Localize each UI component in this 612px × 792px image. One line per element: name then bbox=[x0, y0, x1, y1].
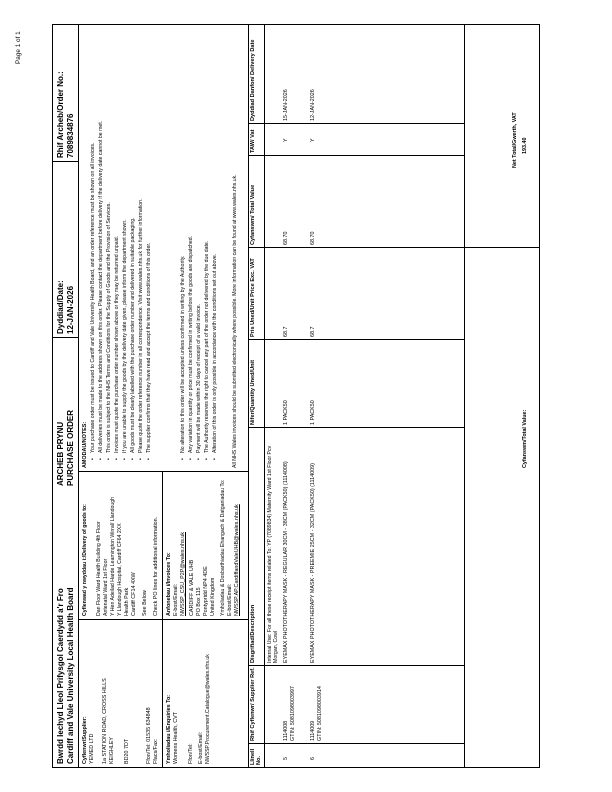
col-divider-line bbox=[248, 743, 464, 744]
invoices-address-4: United Kingdom bbox=[210, 577, 216, 616]
row-2-vat: Y bbox=[310, 138, 316, 142]
invoices-address-3: Pontypridd NP4 4DE bbox=[203, 566, 209, 616]
info-divider-2 bbox=[78, 471, 248, 472]
condition-item: • All goods must be clearly labelled with the purchase order number and delivered in suitable packaging. bbox=[130, 30, 136, 453]
invoices-email-label: E-bost/Email: bbox=[173, 583, 179, 616]
col-divider-ref bbox=[248, 665, 464, 666]
supplier-address-1: 1a STATION ROAD, CROSS HILLS bbox=[102, 678, 108, 764]
col-header-unit-price: Pris Uned/Unit Price Exc. VAT bbox=[250, 258, 256, 337]
condition-item: • Any variation in quantity or price must be confirmed in writing before the goods are dispatched. bbox=[188, 30, 194, 453]
totals-divider bbox=[464, 247, 540, 248]
conditions-footer-note: All NHS Wales invoices should be submitted electronically where possible. More information can be found at www.wales.nhs.uk. bbox=[232, 174, 238, 468]
condition-item: • Payment will be made within 30 days of receipt of a valid invoice. bbox=[196, 30, 202, 453]
col-header-quantity: Nifer/Quantity Uned/Unit bbox=[250, 360, 256, 425]
border-bottom bbox=[539, 24, 540, 768]
row-1-line: 5 bbox=[283, 757, 289, 760]
row-2-supplier-ref: 1114009 bbox=[310, 720, 316, 741]
condition-item: • Please quote the order reference number in all correspondence. Visit www.wales.nhs.uk for further information. bbox=[138, 30, 144, 453]
header-bottom-line bbox=[78, 24, 79, 768]
col-header-line: Llinell No. bbox=[250, 748, 263, 765]
col-header-description: Disgrifiad/Description bbox=[250, 604, 256, 663]
supplier-phone: Ffon/Tel: 01535 634848 bbox=[146, 707, 152, 764]
col-header-delivery-date: Dyddiad Danfon/ Delivery Date bbox=[250, 39, 256, 121]
condition-item: • The Authority reserves the right to cancel any part of the order not delivered by the due date. bbox=[204, 30, 210, 453]
row-2-delivery-date: 12-JAN-2026 bbox=[310, 89, 316, 121]
delivery-check-lines: Check PO lines for additional information. bbox=[153, 516, 159, 616]
org-name-welsh: Bwrdd Iechyd Lleol Prifysgol Caerdydd a'r Fro bbox=[56, 588, 65, 764]
conditions-list-1 bbox=[90, 30, 154, 460]
invoices-address-2: PO Box 115 bbox=[196, 587, 202, 616]
table-header-bottom-line bbox=[264, 24, 265, 768]
row-2-gtin: GTIN: 5081098003914 bbox=[317, 686, 323, 741]
row-1-total: 68.70 bbox=[283, 231, 289, 245]
delivery-line-6: Cardiff CF14 4XW bbox=[131, 572, 137, 616]
net-total-value: 193.40 bbox=[522, 137, 528, 154]
invoices-address-1: CARDIFF & VALE UHB bbox=[189, 559, 195, 616]
invoices-label: Anfonebau i/Invoices To: bbox=[166, 552, 172, 616]
enquiries-email-label: E-bost/Email: bbox=[198, 731, 204, 764]
delivery-line-5: Health Park bbox=[124, 587, 130, 616]
delivery-see-below: See Below bbox=[142, 590, 148, 616]
header-divider-2 bbox=[52, 161, 78, 162]
condition-item: • If you are unable to supply the goods by the delivery date given, please inform the department shown. bbox=[122, 30, 128, 453]
order-no-label: Rhif Archeb/Order No.: bbox=[56, 71, 65, 158]
condition-item: • The supplier confirms that they have read and accept the terms and conditions of this order. bbox=[146, 30, 152, 453]
doc-title-welsh: ARCHEB PRYNU bbox=[56, 421, 65, 486]
col-header-total: Cyfanswm/ Total Value bbox=[250, 184, 256, 245]
purchase-order-frame bbox=[52, 24, 540, 768]
delivery-line-3: Y Hen Adeilad Harde Leamington Wirral/ Llandough bbox=[110, 496, 116, 616]
row-2-line: 6 bbox=[310, 757, 316, 760]
supplier-label: Cyflenwr/Supplier: bbox=[82, 716, 88, 764]
row-2-quantity: 1 PACK50 bbox=[310, 400, 316, 425]
net-total-label: Net Total/Gwerth, VAT bbox=[512, 112, 518, 168]
col-divider-desc bbox=[248, 427, 464, 428]
col-header-supplier-ref: Rhif Cyflenwr/ Supplier Ref. bbox=[250, 667, 256, 741]
col-header-vat: TAW/ Vat bbox=[250, 129, 256, 153]
border-left bbox=[52, 767, 540, 768]
disputes-label: Ymholiadau & Dosbarthiadau Ehangach & Datganiadau To: bbox=[220, 479, 226, 616]
col-divider-total bbox=[248, 155, 464, 156]
row-2-total: 68.70 bbox=[310, 231, 316, 245]
col-divider-qty bbox=[248, 339, 464, 340]
row-1-vat: Y bbox=[283, 138, 289, 142]
conditions-list-2 bbox=[180, 30, 220, 460]
row-2-description: EYEMAX PHOTOTHERAPY MASK - PREEMIE 25CM - 32CM (PACK50) (1114009) bbox=[310, 463, 316, 663]
condition-item: • Your purchase order must be issued to Cardiff and Vale University Health Board, and an order reference must be shown on all invoices. bbox=[90, 30, 96, 453]
col-divider-vat bbox=[248, 123, 464, 124]
row-1-description: EYEMAX PHOTOTHERAPY MASK - REGULAR 30CM - 38CM (PACK50) (1114008) bbox=[283, 461, 289, 663]
row-1-unit-price: 68.7 bbox=[283, 326, 289, 337]
delivery-title: Cyflenwad y nwyddau i:/Delivery of goods to: bbox=[82, 504, 88, 616]
disputes-email-label: E-bost/Email: bbox=[227, 583, 233, 616]
enquiries-name: Womens Health, CVT bbox=[173, 711, 179, 764]
date-label: Dyddiad/Date: bbox=[56, 280, 65, 334]
invoices-email-link[interactable]: NWSSP_CSU_P2P@wales.nhs.uk bbox=[180, 532, 186, 616]
totals-top-line bbox=[464, 24, 465, 768]
row-1-delivery-date: 15-JAN-2026 bbox=[283, 89, 289, 121]
row-1-gtin: GTIN: 5081098003997 bbox=[290, 686, 296, 741]
order-no-value: 7089834876 bbox=[66, 113, 75, 158]
table-internal-note: Internal Use: For all these receipt items related To: YP (7089834) Maternity Ward 1st Floor Pcv Morgan, Cowl bbox=[267, 445, 280, 663]
total-value-label: Cyfanswm/Total Value: bbox=[522, 409, 528, 468]
enquiries-label: Ymholiadau i/Enquiries To: bbox=[166, 694, 172, 764]
date-value: 12-JAN-2026 bbox=[66, 285, 75, 334]
page-number: Page 1 of 1 bbox=[15, 31, 22, 64]
info-mid-line bbox=[162, 472, 163, 768]
condition-item: • All deliveries must be made to the address shown on this order. Please contact the department before delivery if the delivery date cannot be met. bbox=[98, 30, 104, 453]
row-2-unit-price: 68.7 bbox=[310, 326, 316, 337]
table-top-line bbox=[248, 24, 249, 768]
supplier-postcode: BD20 7DT bbox=[124, 738, 130, 764]
disputes-email-link[interactable]: NWSSP.AP.CardiffandValeUHB@wales.nhs.uk bbox=[234, 504, 240, 616]
enquiries-phone: Ffon/Tel: bbox=[188, 743, 194, 764]
row-1-supplier-ref: 1114008 bbox=[283, 720, 289, 741]
supplier-address-2: KEIGHLEY bbox=[109, 737, 115, 764]
condition-item: • No alteration to this order will be accepted unless confirmed in writing by the Authority. bbox=[180, 30, 186, 453]
supplier-fax: Ffacs/Fax: bbox=[153, 738, 159, 764]
enquiries-email-link[interactable]: NWSSP.Procurement.Catalogue@wales.nhs.uk bbox=[205, 654, 211, 764]
delivery-line-1: Dan Floor Ward Health Building 4th Floor bbox=[96, 521, 102, 616]
info-divider-1 bbox=[78, 619, 248, 620]
delivery-line-2: Antenatal Ward 1st Floor bbox=[103, 558, 109, 616]
condition-item: • Invoices must quote the purchase order number shown above or they may be returned unpaid. bbox=[114, 30, 120, 453]
delivery-line-4: Y Llandough Hospital, Cardiff CF64 2XX bbox=[117, 523, 123, 616]
org-name-english: Cardiff and Vale University Local Health Board bbox=[66, 587, 75, 764]
col-divider-price bbox=[248, 247, 464, 248]
header-divider-1 bbox=[52, 337, 78, 338]
doc-title-english: PURCHASE ORDER bbox=[66, 409, 75, 486]
row-1-quantity: 1 PACK50 bbox=[283, 400, 289, 425]
border-right bbox=[52, 24, 540, 25]
border-top bbox=[52, 24, 53, 768]
conditions-title: AMODAU/NOTES: bbox=[82, 421, 88, 468]
condition-item: • Alteration of this order is only possible in accordance with the conditions set out above. bbox=[212, 30, 218, 453]
supplier-name: YEMED LTD bbox=[89, 733, 95, 764]
condition-item: • This order is subject to the NHS Terms and Conditions for the Supply of Goods and the Provision of Services. bbox=[106, 30, 112, 453]
